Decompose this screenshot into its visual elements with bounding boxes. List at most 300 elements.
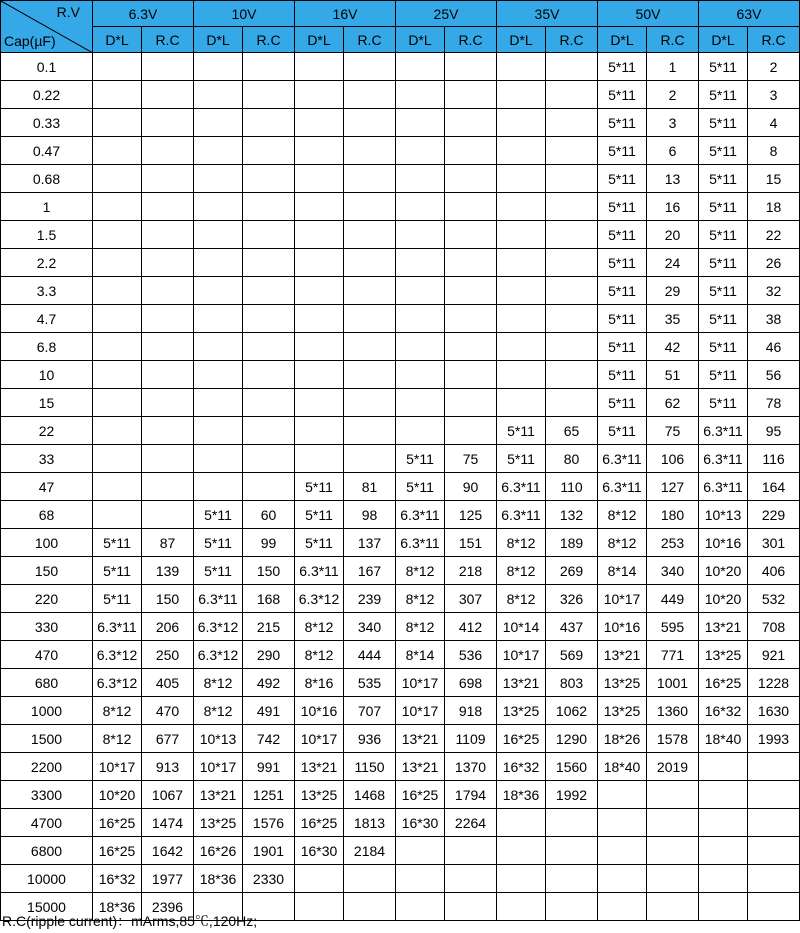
dimension-cell: [497, 893, 546, 921]
ripple-current-cell: 2184: [344, 837, 396, 865]
dimension-cell: [295, 893, 344, 921]
ripple-current-cell: [142, 81, 194, 109]
dimension-cell: [497, 109, 546, 137]
ripple-current-cell: 290: [243, 641, 295, 669]
dimension-cell: [497, 361, 546, 389]
dimension-cell: 5*11: [598, 361, 647, 389]
ripple-current-cell: [243, 137, 295, 165]
table-row: [1, 865, 800, 893]
table-row: [1, 417, 800, 445]
sub-header-row: [1, 27, 800, 53]
ripple-current-cell: 1228: [748, 669, 800, 697]
ripple-current-cell: [546, 137, 598, 165]
ripple-current-cell: 444: [344, 641, 396, 669]
dimension-cell: 16*25: [93, 837, 142, 865]
dimension-cell: 10*20: [699, 557, 748, 585]
dimension-cell: 5*11: [598, 333, 647, 361]
ripple-current-cell: 1251: [243, 781, 295, 809]
ripple-current-cell: [142, 137, 194, 165]
dimension-cell: 10*16: [295, 697, 344, 725]
ripple-current-cell: [445, 109, 497, 137]
dimension-cell: 18*36: [93, 893, 142, 921]
ripple-current-cell: 38: [748, 305, 800, 333]
capacitance-cell: 2200: [1, 753, 93, 781]
ripple-current-cell: [344, 109, 396, 137]
ripple-current-cell: 307: [445, 585, 497, 613]
dimension-cell: 6.3*11: [699, 417, 748, 445]
dimension-cell: [396, 109, 445, 137]
ripple-current-cell: [344, 893, 396, 921]
ripple-current-cell: 1576: [243, 809, 295, 837]
table-row: [1, 305, 800, 333]
dimension-cell: 5*11: [699, 305, 748, 333]
voltage-header: 50V: [598, 1, 699, 27]
table-body: [1, 53, 800, 921]
voltage-header: 16V: [295, 1, 396, 27]
rated-voltage-label: R.V: [56, 4, 80, 20]
dimension-cell: 5*11: [295, 473, 344, 501]
rc-subheader: R.C: [546, 27, 598, 53]
dimension-cell: 5*11: [598, 249, 647, 277]
ripple-current-cell: [142, 53, 194, 81]
table-row: [1, 221, 800, 249]
dimension-cell: [93, 221, 142, 249]
ripple-current-cell: 491: [243, 697, 295, 725]
ripple-current-cell: [142, 501, 194, 529]
ripple-current-cell: [445, 333, 497, 361]
dimension-cell: 5*11: [598, 305, 647, 333]
dimension-cell: 6.3*11: [699, 445, 748, 473]
ripple-current-cell: 2396: [142, 893, 194, 921]
ripple-current-cell: 139: [142, 557, 194, 585]
ripple-current-cell: [445, 277, 497, 305]
ripple-current-cell: 1813: [344, 809, 396, 837]
dimension-cell: 8*12: [396, 613, 445, 641]
dimension-cell: 6.3*12: [295, 585, 344, 613]
ripple-current-cell: 62: [647, 389, 699, 417]
table-row: [1, 641, 800, 669]
table-row: [1, 473, 800, 501]
dimension-cell: 10*16: [598, 613, 647, 641]
dl-subheader: D*L: [699, 27, 748, 53]
dimension-cell: 13*25: [497, 697, 546, 725]
dimension-cell: [295, 137, 344, 165]
dimension-cell: 5*11: [497, 445, 546, 473]
table-row: [1, 837, 800, 865]
dimension-cell: [396, 893, 445, 921]
dimension-cell: 6.3*11: [497, 473, 546, 501]
dimension-cell: [699, 893, 748, 921]
dimension-cell: 18*36: [497, 781, 546, 809]
table-row: [1, 809, 800, 837]
ripple-current-cell: [142, 109, 194, 137]
ripple-current-cell: 229: [748, 501, 800, 529]
ripple-current-cell: 75: [445, 445, 497, 473]
dimension-cell: [295, 81, 344, 109]
dimension-cell: 16*32: [699, 697, 748, 725]
dimension-cell: [396, 193, 445, 221]
capacitance-cell: 3300: [1, 781, 93, 809]
ripple-current-cell: 535: [344, 669, 396, 697]
voltage-header-row: [1, 1, 800, 27]
dimension-cell: 5*11: [699, 249, 748, 277]
dimension-cell: [295, 193, 344, 221]
dimension-cell: 13*21: [497, 669, 546, 697]
capacitance-cell: 6800: [1, 837, 93, 865]
table-row: [1, 81, 800, 109]
dimension-cell: 5*11: [598, 193, 647, 221]
ripple-current-cell: [344, 445, 396, 473]
dimension-cell: 5*11: [699, 221, 748, 249]
dimension-cell: 5*11: [699, 389, 748, 417]
table-row: [1, 389, 800, 417]
ripple-current-cell: 78: [748, 389, 800, 417]
dimension-cell: 10*13: [194, 725, 243, 753]
dimension-cell: 6.3*11: [598, 445, 647, 473]
ripple-current-cell: [344, 305, 396, 333]
dimension-cell: 8*12: [396, 557, 445, 585]
dimension-cell: [699, 753, 748, 781]
dimension-cell: 13*21: [194, 781, 243, 809]
ripple-current-cell: 1001: [647, 669, 699, 697]
dimension-cell: 8*12: [396, 585, 445, 613]
dimension-cell: 16*32: [497, 753, 546, 781]
capacitance-cell: 2.2: [1, 249, 93, 277]
ripple-current-cell: [142, 305, 194, 333]
dimension-cell: 16*26: [194, 837, 243, 865]
ripple-current-cell: 32: [748, 277, 800, 305]
ripple-current-cell: [243, 81, 295, 109]
capacitance-cell: 15000: [1, 893, 93, 921]
capacitance-cell: 22: [1, 417, 93, 445]
dimension-cell: [194, 53, 243, 81]
dimension-cell: 16*30: [396, 809, 445, 837]
ripple-current-cell: 707: [344, 697, 396, 725]
dimension-cell: [699, 781, 748, 809]
dimension-cell: [396, 137, 445, 165]
ripple-current-cell: 167: [344, 557, 396, 585]
ripple-current-cell: [647, 809, 699, 837]
dimension-cell: [598, 809, 647, 837]
capacitance-cell: 1: [1, 193, 93, 221]
dimension-cell: [396, 837, 445, 865]
ripple-current-cell: 56: [748, 361, 800, 389]
dimension-cell: 16*25: [295, 809, 344, 837]
ripple-current-cell: 412: [445, 613, 497, 641]
capacitance-label: Cap(µF): [4, 33, 56, 49]
dimension-cell: 8*12: [295, 613, 344, 641]
dimension-cell: 5*11: [699, 277, 748, 305]
table-row: [1, 529, 800, 557]
dimension-cell: [194, 249, 243, 277]
dimension-cell: 10*13: [699, 501, 748, 529]
dimension-cell: 5*11: [699, 333, 748, 361]
ripple-current-cell: 95: [748, 417, 800, 445]
table-row: [1, 109, 800, 137]
dimension-cell: 10*17: [497, 641, 546, 669]
dimension-cell: 13*25: [598, 697, 647, 725]
capacitance-cell: 47: [1, 473, 93, 501]
ripple-current-cell: 771: [647, 641, 699, 669]
dimension-cell: [194, 193, 243, 221]
ripple-current-cell: [546, 249, 598, 277]
ripple-current-cell: [546, 837, 598, 865]
dimension-cell: 18*40: [699, 725, 748, 753]
table-row: [1, 613, 800, 641]
ripple-current-cell: 698: [445, 669, 497, 697]
dimension-cell: 16*25: [699, 669, 748, 697]
ripple-current-cell: 137: [344, 529, 396, 557]
rc-subheader: R.C: [344, 27, 396, 53]
ripple-current-cell: [748, 781, 800, 809]
dimension-cell: [194, 389, 243, 417]
capacitance-cell: 15: [1, 389, 93, 417]
ripple-current-cell: 189: [546, 529, 598, 557]
dl-subheader: D*L: [396, 27, 445, 53]
dimension-cell: [497, 333, 546, 361]
dimension-cell: 13*25: [194, 809, 243, 837]
ripple-current-cell: 24: [647, 249, 699, 277]
dimension-cell: [497, 305, 546, 333]
capacitance-cell: 680: [1, 669, 93, 697]
table-row: [1, 249, 800, 277]
ripple-current-cell: [445, 865, 497, 893]
ripple-current-cell: 1977: [142, 865, 194, 893]
dimension-cell: 5*11: [598, 417, 647, 445]
ripple-current-cell: 22: [748, 221, 800, 249]
ripple-current-cell: 20: [647, 221, 699, 249]
ripple-current-cell: [445, 417, 497, 445]
ripple-current-cell: [748, 753, 800, 781]
dimension-cell: 16*25: [93, 809, 142, 837]
dimension-cell: [497, 837, 546, 865]
dimension-cell: [295, 109, 344, 137]
dimension-cell: [497, 165, 546, 193]
capacitance-cell: 1.5: [1, 221, 93, 249]
capacitance-cell: 4.7: [1, 305, 93, 333]
voltage-header: 63V: [699, 1, 800, 27]
ripple-current-cell: 65: [546, 417, 598, 445]
dimension-cell: [699, 837, 748, 865]
dimension-cell: 10*17: [396, 697, 445, 725]
dimension-cell: [295, 445, 344, 473]
ripple-current-cell: [142, 417, 194, 445]
dimension-cell: [295, 53, 344, 81]
dimension-cell: 16*25: [497, 725, 546, 753]
dimension-cell: [93, 389, 142, 417]
ripple-current-cell: 13: [647, 165, 699, 193]
dimension-cell: [497, 389, 546, 417]
dimension-cell: 5*11: [598, 221, 647, 249]
dimension-cell: 8*14: [396, 641, 445, 669]
ripple-current-cell: 437: [546, 613, 598, 641]
ripple-current-cell: 90: [445, 473, 497, 501]
dimension-cell: [396, 81, 445, 109]
dimension-cell: 6.3*11: [396, 529, 445, 557]
ripple-current-cell: [546, 81, 598, 109]
voltage-header: 10V: [194, 1, 295, 27]
ripple-current-cell: 595: [647, 613, 699, 641]
ripple-current-cell: [243, 277, 295, 305]
ripple-current-cell: [445, 389, 497, 417]
ripple-current-cell: [344, 389, 396, 417]
ripple-current-cell: 1474: [142, 809, 194, 837]
ripple-current-cell: 150: [142, 585, 194, 613]
dimension-cell: 5*11: [93, 529, 142, 557]
dimension-cell: 8*12: [497, 529, 546, 557]
table-row: [1, 361, 800, 389]
ripple-current-cell: [142, 361, 194, 389]
dimension-cell: 5*11: [194, 501, 243, 529]
ripple-current-cell: 164: [748, 473, 800, 501]
dimension-cell: 13*21: [396, 753, 445, 781]
dimension-cell: 13*25: [295, 781, 344, 809]
dimension-cell: [396, 165, 445, 193]
dimension-cell: 6.3*12: [194, 641, 243, 669]
ripple-current-cell: 1150: [344, 753, 396, 781]
ripple-current-cell: [243, 389, 295, 417]
dimension-cell: 10*14: [497, 613, 546, 641]
ripple-current-cell: [344, 165, 396, 193]
ripple-current-cell: [546, 221, 598, 249]
ripple-current-cell: 1993: [748, 725, 800, 753]
ripple-current-cell: 1578: [647, 725, 699, 753]
dimension-cell: [93, 445, 142, 473]
dimension-cell: 5*11: [598, 53, 647, 81]
ripple-current-cell: [445, 361, 497, 389]
ripple-current-cell: [445, 893, 497, 921]
dimension-cell: 5*11: [396, 445, 445, 473]
table-row: [1, 669, 800, 697]
dimension-cell: [497, 53, 546, 81]
capacitance-cell: 4700: [1, 809, 93, 837]
ripple-current-cell: 4: [748, 109, 800, 137]
capacitance-cell: 3.3: [1, 277, 93, 305]
capacitance-cell: 0.1: [1, 53, 93, 81]
dimension-cell: 13*21: [598, 641, 647, 669]
dimension-cell: [497, 277, 546, 305]
ripple-current-cell: 35: [647, 305, 699, 333]
ripple-current-cell: [142, 221, 194, 249]
ripple-current-cell: [344, 221, 396, 249]
ripple-current-cell: 3: [748, 81, 800, 109]
dimension-cell: 10*16: [699, 529, 748, 557]
ripple-current-cell: [344, 865, 396, 893]
ripple-current-cell: [546, 109, 598, 137]
dimension-cell: 5*11: [699, 53, 748, 81]
dimension-cell: [194, 221, 243, 249]
dimension-cell: 13*21: [699, 613, 748, 641]
ripple-current-cell: 340: [344, 613, 396, 641]
ripple-current-cell: 1067: [142, 781, 194, 809]
dimension-cell: 6.3*11: [194, 585, 243, 613]
footnote: R.C(ripple current)：mArms,85℃,120Hz;: [2, 913, 258, 929]
dimension-cell: [295, 361, 344, 389]
dimension-cell: 6.3*12: [93, 641, 142, 669]
dimension-cell: 5*11: [699, 137, 748, 165]
ripple-current-cell: 99: [243, 529, 295, 557]
ripple-current-cell: 269: [546, 557, 598, 585]
ripple-current-cell: [546, 53, 598, 81]
dimension-cell: [396, 305, 445, 333]
ripple-current-cell: 1794: [445, 781, 497, 809]
dimension-cell: 5*11: [598, 389, 647, 417]
ripple-current-cell: [344, 333, 396, 361]
dimension-cell: [497, 81, 546, 109]
table-row: [1, 445, 800, 473]
dimension-cell: 8*12: [497, 585, 546, 613]
ripple-current-cell: [546, 389, 598, 417]
dimension-cell: [194, 109, 243, 137]
dimension-cell: 5*11: [699, 361, 748, 389]
dimension-cell: 5*11: [93, 585, 142, 613]
dimension-cell: [295, 389, 344, 417]
ripple-current-cell: 2019: [647, 753, 699, 781]
dimension-cell: 10*20: [699, 585, 748, 613]
dimension-cell: 8*12: [93, 697, 142, 725]
dimension-cell: [93, 53, 142, 81]
capacitance-cell: 33: [1, 445, 93, 473]
ripple-current-cell: [647, 865, 699, 893]
dimension-cell: [194, 165, 243, 193]
table-row: [1, 501, 800, 529]
ripple-current-cell: 215: [243, 613, 295, 641]
dimension-cell: 8*12: [194, 697, 243, 725]
dimension-cell: [396, 53, 445, 81]
table-row: [1, 277, 800, 305]
dimension-cell: [93, 165, 142, 193]
capacitance-cell: 100: [1, 529, 93, 557]
dl-subheader: D*L: [295, 27, 344, 53]
ripple-current-cell: [647, 893, 699, 921]
ripple-current-cell: [445, 53, 497, 81]
table-header: [1, 1, 800, 53]
dimension-cell: [93, 81, 142, 109]
capacitance-cell: 1500: [1, 725, 93, 753]
ripple-current-cell: [243, 53, 295, 81]
ripple-current-cell: [142, 333, 194, 361]
ripple-current-cell: [243, 473, 295, 501]
dimension-cell: [295, 165, 344, 193]
dimension-cell: 13*25: [699, 641, 748, 669]
ripple-current-cell: [142, 193, 194, 221]
ripple-current-cell: 569: [546, 641, 598, 669]
ripple-current-cell: [243, 221, 295, 249]
dimension-cell: [194, 473, 243, 501]
dl-subheader: D*L: [194, 27, 243, 53]
dimension-cell: [699, 865, 748, 893]
ripple-current-cell: [748, 893, 800, 921]
dimension-cell: 16*32: [93, 865, 142, 893]
table-row: [1, 753, 800, 781]
ripple-current-cell: 532: [748, 585, 800, 613]
ripple-current-cell: 803: [546, 669, 598, 697]
ripple-current-cell: 168: [243, 585, 295, 613]
ripple-current-cell: 1062: [546, 697, 598, 725]
table-row: [1, 53, 800, 81]
dimension-cell: [497, 137, 546, 165]
ripple-current-cell: [344, 277, 396, 305]
dimension-cell: 8*12: [194, 669, 243, 697]
ripple-current-cell: 239: [344, 585, 396, 613]
dimension-cell: 10*17: [295, 725, 344, 753]
dimension-cell: 5*11: [295, 529, 344, 557]
ripple-current-cell: 42: [647, 333, 699, 361]
dimension-cell: [295, 249, 344, 277]
dimension-cell: 5*11: [598, 109, 647, 137]
ripple-current-cell: [445, 81, 497, 109]
ripple-current-cell: 250: [142, 641, 194, 669]
